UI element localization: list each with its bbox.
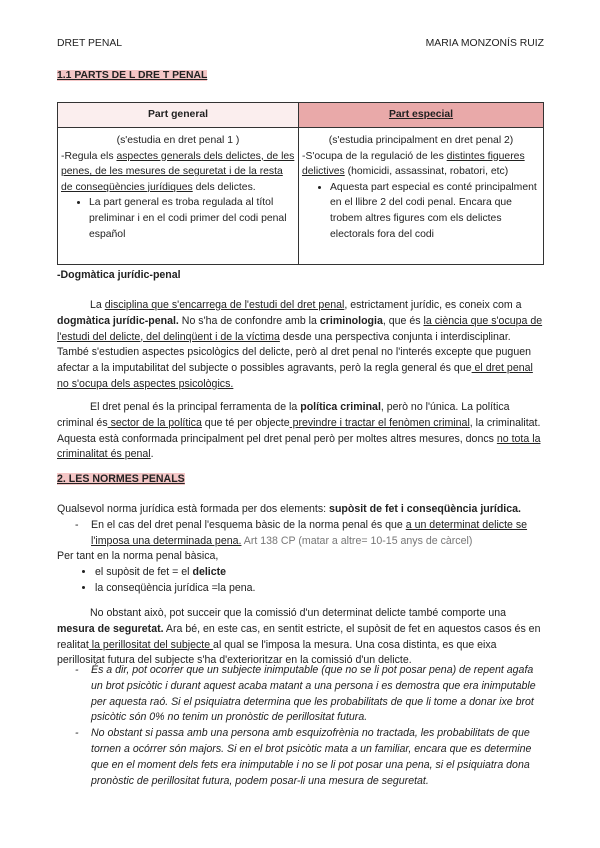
example-1: - És a dir, pot ocorrer que un subjecte inimputable (que no se li pot posar pena) de repent agafa un brot psicòtic i durant aquest acaba matant a una persona i es demostra que era inimputable per aquesta raó. Si el psiquiatra determina que les probabilitats de que li tome a donar ixe brot psicòtic són 0% no tenim un pronòstic de perillositat futura. [91,663,544,726]
normes-bullet-1: • el supòsit de fet = el delicte [95,565,544,581]
especial-subtitle: (s'estudia principalment en dret penal 2) [328,135,514,146]
section-title-normes-text: 2. LES NORMES PENALS [57,473,185,485]
dogmatica-paragraph-2: El dret penal és la principal ferramenta de la política criminal, però no l'única. La política criminal és sector de la política que té per objecte previndre i tractar el fenòmen criminal, la criminalitat. Aquesta està conformada principalment pel dret penal però per moltes altres mesures, doncs no tota la criminalitat és penal. [57,401,541,461]
normes-intro: Qualsevol norma jurídica està formada per dos elements: supòsit de fet i conseqüència jurídica. [57,503,521,515]
examples-list [57,663,544,789]
header-author: MARIA MONZONÍS RUIZ [425,38,544,49]
table-head-especial: Part especial [299,103,544,128]
especial-text: -S'ocupa de la regulació de les distintes figueres delictives (homicidi, assassinat, robatori, etc) [302,150,525,178]
table-head-general: Part general [58,103,299,128]
normes-dash-1: - En el cas del dret penal l'esquema bàsic de la norma penal és que a un determinat delicte se l'imposa una determinada pena. Art 138 CP (matar a altre= 10-15 anys de càrcel) [91,518,544,550]
comparison-table [57,102,544,265]
general-text: -Regula els aspectes generals dels delictes, de les penes, de les mesures de seguretat i de la resta de conseqüències jurídiques dels delictes. [61,150,295,193]
header-course: DRET PENAL [57,38,123,49]
section-title-normes [57,473,185,485]
general-subtitle: (s'estudia en dret penal 1 ) [116,135,240,146]
table-cell-especial [299,128,544,265]
especial-bullet: • Aquesta part especial es conté principalment en el llibre 2 del codi penal. Encara que trobem altres figures com els delictes electorals fora del codi [330,180,540,242]
dogmatica-title: -Dogmàtica jurídic-penal [57,269,181,281]
normes-paragraph-3: No obstant això, pot succeir que la comissió d'un determinat delicte també comporte una mesura de seguretat. Ara bé, en este cas, en sentit estricte, el supòsit de fet en aquestos casos és en realitat la perillositat del subjecte al qual se l'imposa la mesura. Una cosa distinta, es que eixa perillositat futura del subjecte s'ha d'exterioritzar en la comissió d'un delicte. [57,607,541,667]
normes-block [57,502,544,597]
section-title-parts [57,70,207,81]
section-title-parts-text: 1.1 PARTS DE L DRE T PENAL [57,70,208,81]
normes-bullet-2: • la conseqüència jurídica =la pena. [95,581,544,597]
normes-pertant: Per tant en la norma penal bàsica, [57,550,219,563]
dogmatica-paragraph-1: La disciplina que s'encarrega de l'estudi del dret penal, estrictament jurídic, es coneix com a dogmàtica jurídic-penal. No s'ha de confondre amb la criminologia, que és la ciència que s'ocupa de l'estudi del delicte, del delinqüent i de la víctima desde una perspectiva conjunta i interdisciplinar. També s'estudien aspectes psicològics del delicte, però al dret penal no l'interés excepte que puguen afectar a la imputabilitat del subjecte o possibles agravants, però la regla general és que el dret penal no s'ocupa dels aspectes psicològics. [57,299,543,390]
general-underlined: aspectes generals dels delictes, de les penes, de les mesures de seguretat i de la resta de conseqüències jurídiques [61,150,295,193]
general-bullet: • La part general es troba regulada al títol preliminar i en el codi primer del codi penal español [89,195,295,242]
table-cell-general [58,128,299,265]
especial-underlined: distintes figueres delictives [302,150,525,178]
example-2: - No obstant si passa amb una persona amb esquizofrènia no tractada, les probabilitats de que tornen a ocórrer són majors. Si en el brot psicòtic mata a un familiar, encara que es determine que en el moment dels fets era inimputable i no se li pot posar una pena, si el psiquiatra dona pronòstic de perillositat futura, podem posar-li una mesura de seguretat. [91,726,544,789]
